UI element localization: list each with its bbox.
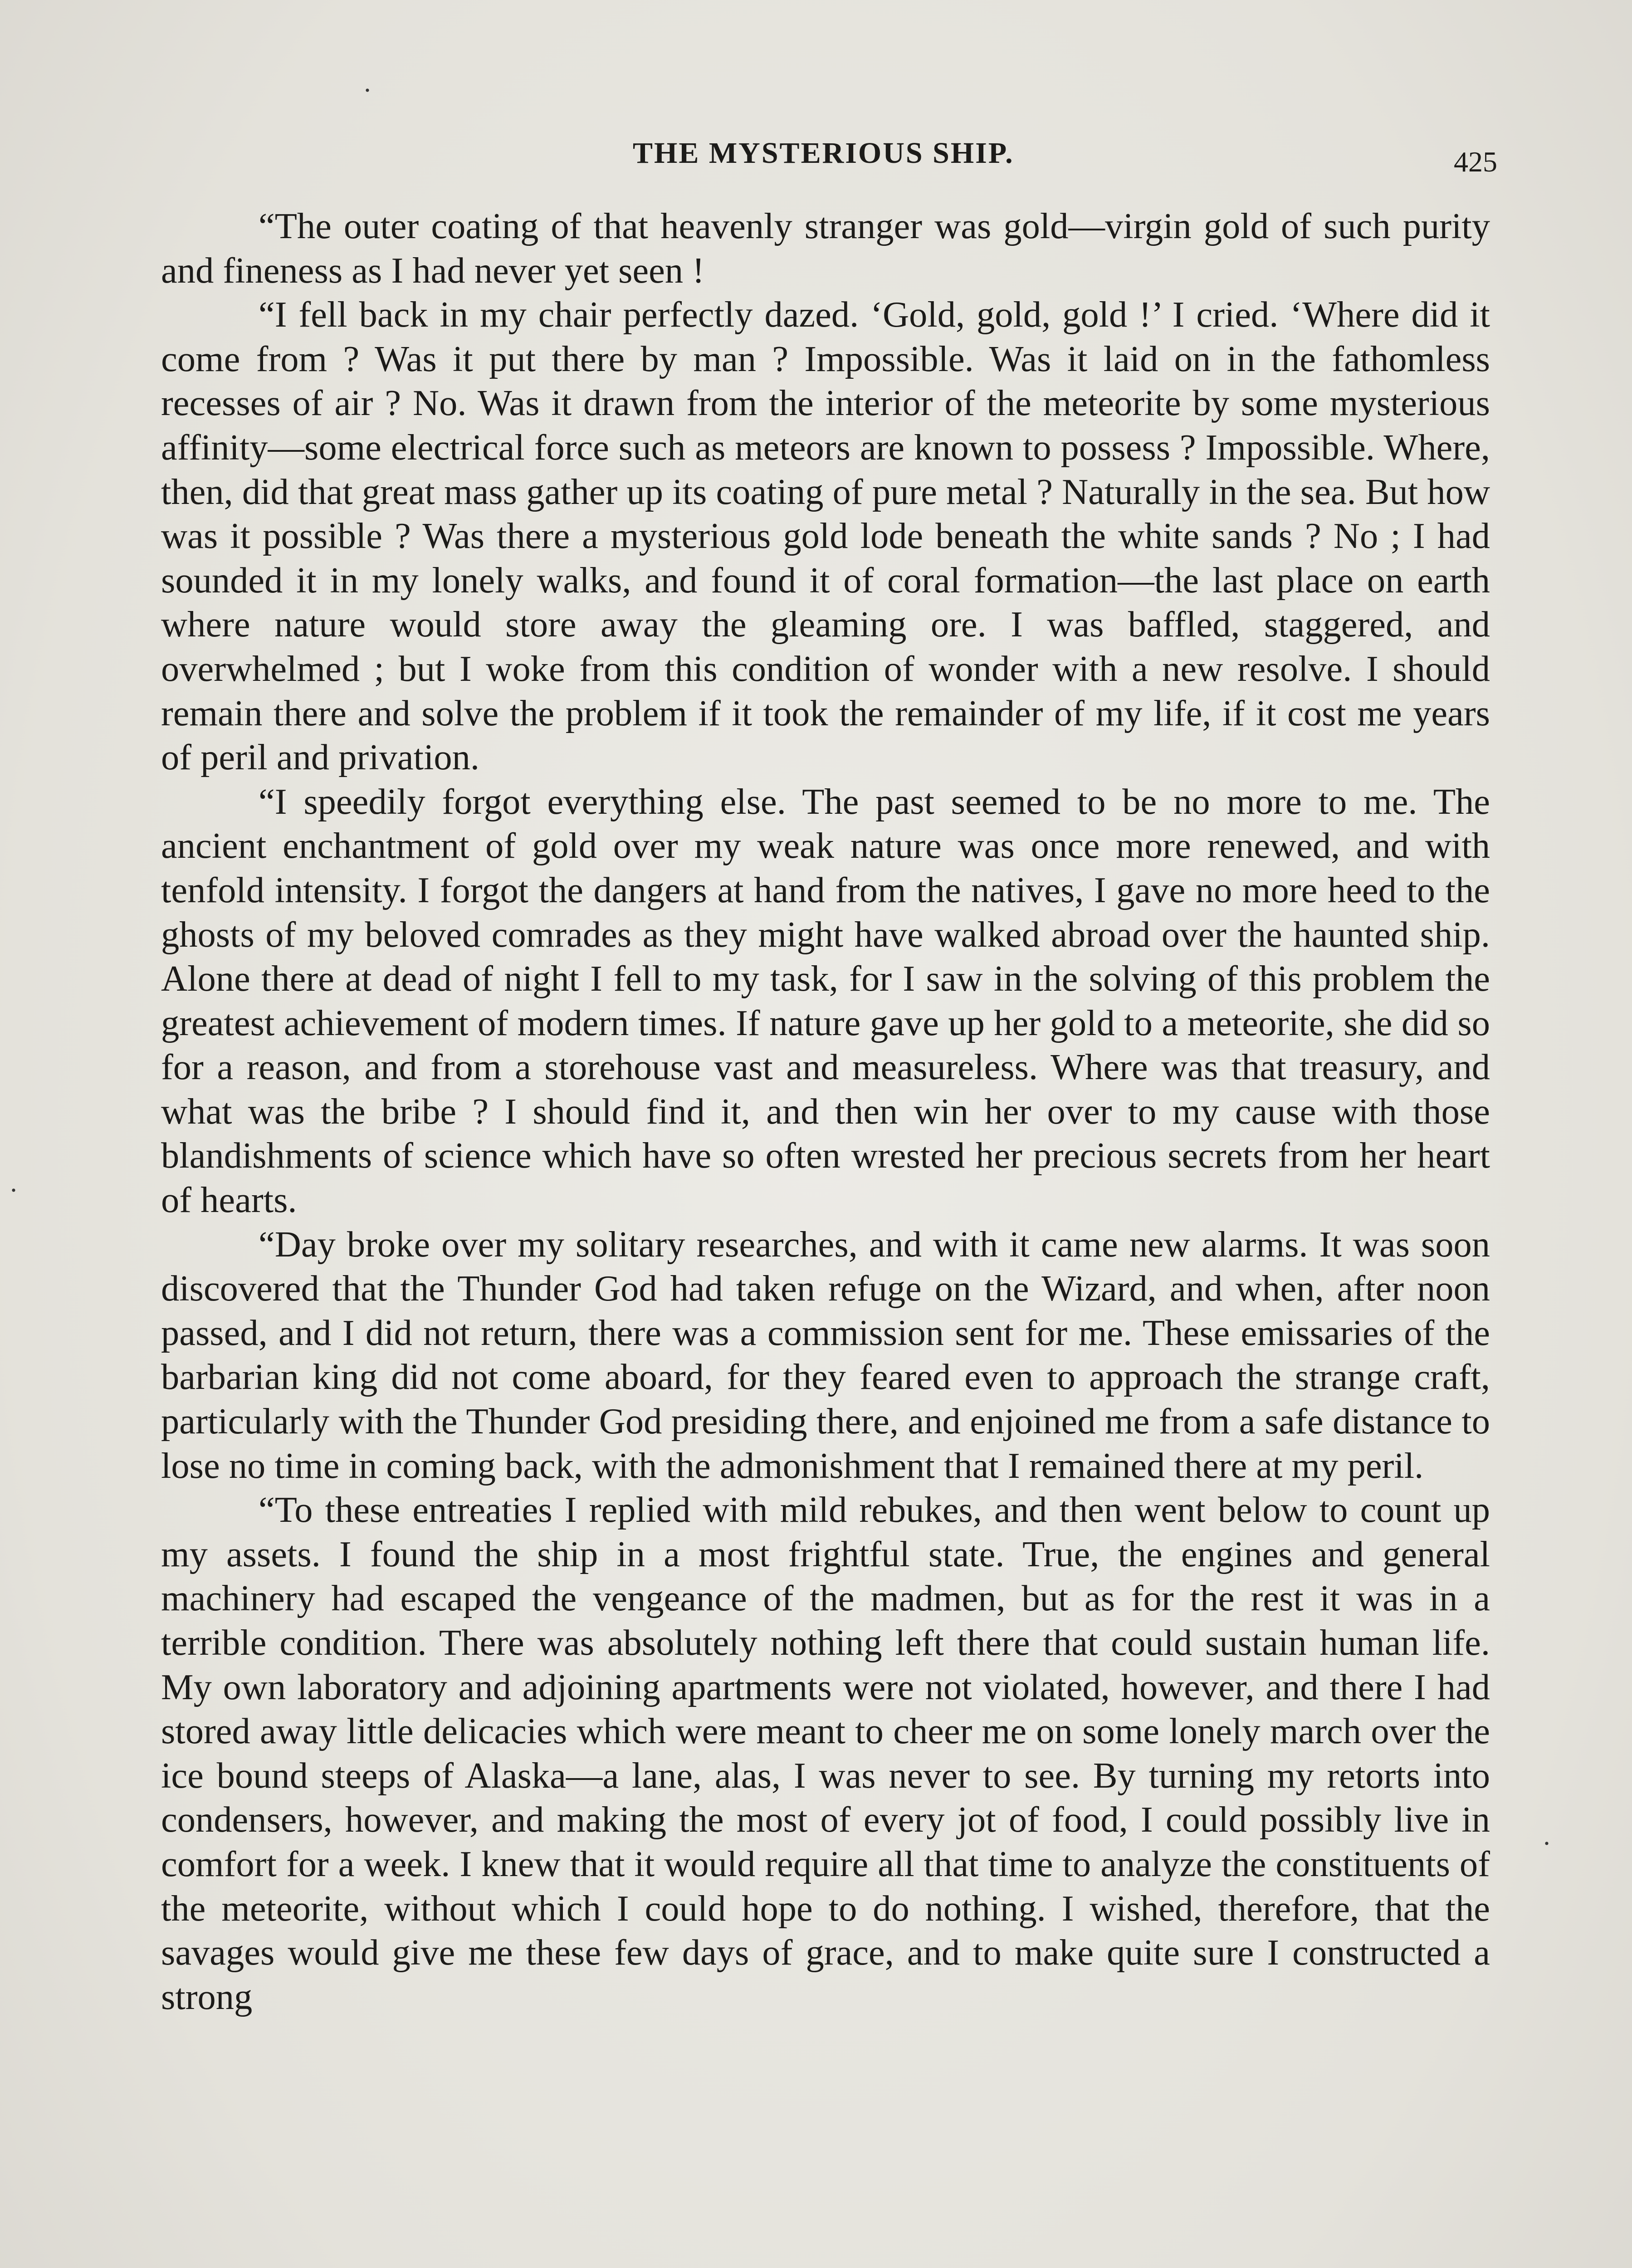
body-text <box>161 204 1490 2019</box>
page-number: 425 <box>1454 146 1497 178</box>
print-speck: · <box>363 75 372 105</box>
running-title: THE MYSTERIOUS SHIP. <box>633 137 1014 170</box>
paragraph: “Day broke over my solitary researches, and with it came new alarms. It was soon discovered that the Thunder God had taken refuge on the Wizard, and when, after noon passed, and I did not return, there was a commission sent for me. These emissaries of the barbarian king did not come aboard, for they feared even to approach the strange craft, particularly with the Thunder God presiding there, and enjoined me from a safe distance to lose no time in coming back, with the admonishment that I remained there at my peril. <box>161 1224 1490 1486</box>
paragraph: “I speedily forgot everything else. The past seemed to be no more to me. The ancient enchantment of gold over my weak nature was once more renewed, and with tenfold intensity. I forgot the dangers at hand from the natives, I gave no more heed to the ghosts of my beloved comrades as they might have walked abroad over the haunted ship. Alone there at dead of night I fell to my task, for I saw in the solving of this problem the greatest achievement of modern times. If nature gave up her gold to a meteorite, she did so for a reason, and from a storehouse vast and measureless. Where was that treasury, and what was the bribe ? I should find it, and then win her over to my cause with those blandishments of science which have so often wrested her precious secrets from her heart of hearts. <box>161 781 1490 1221</box>
print-speck: · <box>9 1175 18 1205</box>
paragraph: “The outer coating of that heavenly stranger was gold—virgin gold of such purity and fineness as I had never yet seen ! <box>161 206 1490 291</box>
print-speck: · <box>1542 1828 1551 1858</box>
paragraph: “To these entreaties I replied with mild rebukes, and then went below to count up my assets. I found the ship in a most frightful state. True, the engines and general machinery had escaped the vengeance of the madmen, but as for the rest it was in a terrible condition. There was absolutely nothing left there that could sustain human life. My own laboratory and adjoining apartments were not violated, however, and there I had stored away little delicacies which were meant to cheer me on some lonely march over the ice bound steeps of Alaska—a lane, alas, I was never to see. By turning my retorts into condensers, however, and making the most of every jot of food, I could possibly live in comfort for a week. I knew that it would require all that time to analyze the constituents of the meteorite, without which I could hope to do nothing. I wished, therefore, that the savages would give me these few days of grace, and to make quite sure I constructed a strong <box>161 1490 1490 2017</box>
paragraph: “I fell back in my chair perfectly dazed. ‘Gold, gold, gold !’ I cried. ‘Where did it come from ? Was it put there by man ? Impossible. Was it laid on in the fathomless recesses of air ? No. Was it drawn from the interior of the meteorite by some mysterious affinity—some electrical force such as meteors are known to possess ? Impossible. Where, then, did that great mass gather up its coating of pure metal ? Naturally in the sea. But how was it possible ? Was there a mysterious gold lode beneath the white sands ? No ; I had sounded it in my lonely walks, and found it of coral formation—the last place on earth where nature would store away the gleaming ore. I was baffled, staggered, and overwhelmed ; but I woke from this condition of wonder with a new resolve. I should remain there and solve the problem if it took the remainder of my life, if it cost me years of peril and privation. <box>161 294 1490 778</box>
